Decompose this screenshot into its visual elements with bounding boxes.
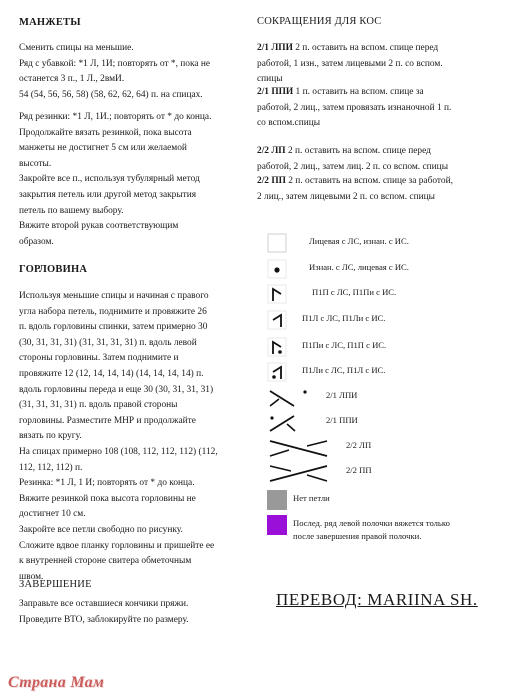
text-line: (31, 31, 31, 31) п. вдоль правой стороны: [19, 400, 178, 411]
abbreviation-text: 2 п. оставить на вспом. спице перед: [285, 146, 431, 156]
legend-label: П1Пи с ЛС, П1П с ИС.: [302, 340, 387, 350]
legend-label: Изнан. с ЛС, лицевая с ИС.: [309, 262, 409, 272]
legend-row-cable-2-1-ppi: [267, 412, 497, 432]
abbreviation-text: 2 п. оставить на вспом. спице за работой,: [285, 176, 453, 186]
legend-label: 2/2 ПП: [346, 465, 372, 475]
legend-row-p1li: [267, 362, 497, 382]
empty-square-icon: [267, 233, 287, 253]
text-line: угла набора петель, поднимите и провяжите 26: [19, 306, 207, 317]
text-line: Вяжите второй рукав соответствующим: [19, 221, 179, 232]
text-line: Вяжите резинкой пока высота горловины не: [19, 493, 196, 504]
text-line: Ряд с убавкой: *1 Л, 1И; повторять от *, пока не: [19, 58, 211, 69]
text-line: вдоль горловины переда и еще 30 (30, 31, 31, 31): [19, 384, 214, 395]
left-twist-purl-icon: [267, 362, 287, 382]
legend-row-p1l: [267, 310, 497, 330]
text-line: Продолжайте вязать резинкой, пока высота: [19, 127, 192, 138]
abbreviation-term: 2/2 ЛП: [257, 146, 286, 156]
legend-label: 2/2 ЛП: [346, 440, 372, 450]
text-line: 112, 112, 112) п.: [19, 462, 83, 473]
left-twist-icon: [267, 310, 287, 330]
text-line: 54 (54, 56, 56, 58) (58, 62, 62, 64) п. на спицах.: [19, 89, 203, 100]
text-line: Сложите вдвое планку горловины и пришейте ее: [19, 540, 215, 551]
legend-row-purl: [267, 259, 497, 279]
text-line: вязать по кругу.: [19, 431, 82, 442]
abbreviation-text: 1 п. оставить на вспом. спице за: [293, 87, 424, 97]
text-line: петель по вашему выбору.: [19, 205, 124, 216]
abbreviation-text: со вспом.спицы: [257, 118, 321, 129]
abbreviation-text: спицы: [257, 74, 283, 85]
cuffs-paragraph-1: [19, 41, 210, 103]
legend-row-last-row: [267, 515, 497, 545]
abbreviation-text: работой, 1 изн., затем лицевыми 2 п. со вспом.: [257, 58, 443, 69]
watermark-logo: Страна Мам: [8, 674, 105, 691]
text-line: На спицах примерно 108 (108, 112, 112, 112) (112,: [19, 446, 218, 457]
text-line: (30, 31, 31, 31) (31, 31, 31, 31) п. вдоль левой: [19, 337, 197, 348]
legend-label: П1Л с ЛС, П1Ли с ИС.: [302, 313, 386, 323]
legend-label: П1Ли с ЛС, П1Л с ИС.: [302, 365, 386, 375]
abbreviation-term: 2/1 ЛПИ: [257, 43, 293, 53]
text-line: швом.: [19, 571, 44, 582]
cuffs-heading: МАНЖЕТЫ: [19, 17, 81, 28]
text-line: Сменить спицы на меньшие.: [19, 43, 134, 53]
abbreviation-2-2-lp: [257, 144, 448, 175]
abbreviation-2-1-lpi: [257, 41, 443, 88]
legend-label: 2/1 ППИ: [326, 415, 358, 425]
abbreviation-term: 2/2 ПП: [257, 176, 286, 186]
legend-row-cable-2-2-lp: [267, 437, 497, 457]
text-line: образом.: [19, 236, 54, 247]
cable-2-2-pp-icon: [267, 462, 337, 484]
gray-square-icon: [267, 490, 287, 510]
abbreviation-2-1-ppi: [257, 85, 451, 132]
cable-2-2-lp-icon: [267, 437, 337, 459]
right-twist-icon: [267, 284, 287, 304]
neck-heading: ГОРЛОВИНА: [19, 264, 88, 275]
cuffs-paragraph-2: [19, 110, 211, 250]
legend-label: П1П с ЛС, П1Пи с ИС.: [312, 287, 397, 297]
abbreviation-text: 2 п. оставить на вспом. спице перед: [292, 43, 439, 53]
text-line: стороны горловины. Затем поднимите и: [19, 353, 179, 364]
text-line: Используя меньшие спицы и начиная с правого: [19, 291, 209, 301]
legend-label: 2/1 ЛПИ: [326, 390, 358, 400]
legend-row-p1p: [267, 284, 497, 304]
legend-label: [293, 517, 450, 543]
text-line: провяжите 12 (12, 14, 14, 14) (14, 14, 14, 14) п.: [19, 368, 204, 379]
abbreviation-text: 2 лиц., затем лицевыми 2 п. со вспом. спицы: [257, 191, 435, 202]
abbreviation-text: работой, 2 лиц., затем провязать изнаночной 1 п.: [257, 102, 452, 113]
legend-label-line: после завершения правой полочки.: [293, 531, 422, 541]
abbreviation-2-2-pp: [257, 174, 453, 205]
text-line: Резинка: *1 Л, 1 И; повторять от * до конца.: [19, 478, 195, 489]
legend-label: Нет петли: [293, 493, 330, 503]
text-line: горловины. Разместите МНР и продолжайте: [19, 415, 196, 426]
text-line: к внутренней стороне свитера обметочным: [19, 556, 192, 567]
text-line: высоты.: [19, 158, 52, 169]
text-line: Закройте все петли свободно по рисунку.: [19, 524, 183, 535]
legend-row-knit: [267, 233, 497, 253]
cable-2-1-lpi-icon: [267, 387, 323, 409]
legend-row-cable-2-1-lpi: [267, 387, 497, 407]
purple-square-icon: [267, 515, 287, 535]
finish-paragraph: [19, 597, 189, 628]
text-line: Ряд резинки: *1 Л, 1И.; повторять от * до конца.: [19, 112, 212, 122]
legend-row-cable-2-2-pp: [267, 462, 497, 482]
text-line: п. вдоль горловины спинки, затем примерно 30: [19, 322, 208, 333]
text-line: закрытия петель или другой метод закрытия: [19, 189, 197, 200]
translator-credit: ПЕРЕВОД: MARIINA SH.: [276, 590, 478, 609]
text-line: Заправьте все оставшиеся кончики пряжи.: [19, 599, 189, 609]
dot-icon: [267, 259, 287, 279]
legend-row-no-stitch: [267, 490, 497, 510]
finish-heading: ЗАВЕРШЕНИЕ: [19, 579, 92, 590]
legend-label: Лицевая с ЛС, изнан. с ИС.: [309, 236, 409, 246]
cable-2-1-ppi-icon: [267, 412, 323, 434]
text-line: Проведите ВТО, заблокируйте по размеру.: [19, 614, 189, 625]
abbreviation-text: работой, 2 лиц., затем лиц. 2 п. со вспом. спицы: [257, 161, 448, 172]
right-twist-purl-icon: [267, 337, 287, 357]
legend-label-line: Послед. ряд левой полочки вяжется только: [293, 518, 450, 528]
text-line: останется 3 п., 1 Л., 2вмИ.: [19, 74, 125, 85]
abbreviation-term: 2/1 ППИ: [257, 87, 294, 97]
text-line: манжеты не достигнет 5 см или желаемой: [19, 143, 187, 154]
text-line: достигнет 10 см.: [19, 509, 86, 520]
neck-paragraph: [19, 289, 218, 585]
abbreviations-heading: СОКРАЩЕНИЯ ДЛЯ КОС: [257, 16, 382, 27]
legend-row-p1pi: [267, 337, 497, 357]
text-line: Закройте все п., используя тубулярный метод: [19, 174, 200, 185]
